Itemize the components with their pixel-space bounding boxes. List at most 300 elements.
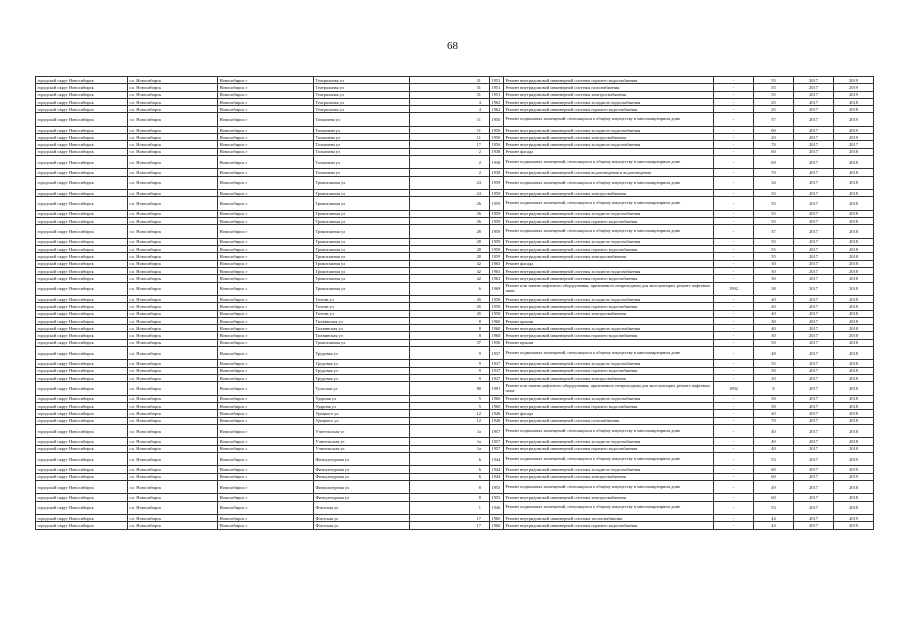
work-type-cell: Ремонт внутридомовой инженерной системы электроснабжения <box>504 310 714 317</box>
table-row <box>36 303 874 310</box>
municipality-cell: городской округ Новосибирск <box>36 395 128 402</box>
street-cell: Титова ул <box>314 310 410 317</box>
street-cell: Толмачева ул <box>314 141 410 148</box>
lift-year-cell: - <box>714 410 754 417</box>
wear-cell: 60 <box>754 126 794 133</box>
locality-cell: Новосибирск г <box>218 375 314 382</box>
wear-cell: 55 <box>754 84 794 91</box>
start-year-cell: 2017 <box>794 282 834 295</box>
end-year-cell: 2018 <box>834 169 874 176</box>
wear-cell: 55 <box>754 253 794 260</box>
table-row <box>36 522 874 529</box>
start-year-cell: 2017 <box>794 106 834 113</box>
work-type-cell: Ремонт подвальных помещений, относящихся к общему имуществу в многоквартирном доме <box>504 480 714 493</box>
work-type-cell: Ремонт или замена лифтового оборудования, признанного непригодным для эксплуатации, ремонт лифтовых шахт <box>504 382 714 395</box>
house-number-cell: 11 <box>410 113 490 126</box>
start-year-cell: 2017 <box>794 375 834 382</box>
table-row <box>36 98 874 105</box>
street-cell: Флотская ул <box>314 501 410 514</box>
year-built-cell: 1962 <box>490 106 504 113</box>
lift-year-cell: - <box>714 77 754 84</box>
end-year-cell: 2019 <box>834 91 874 98</box>
start-year-cell: 2017 <box>794 501 834 514</box>
year-built-cell: 1957 <box>490 445 504 452</box>
work-type-cell: Ремонт подвальных помещений, относящихся к общему имуществу в многоквартирном доме <box>504 452 714 465</box>
municipality-cell: городской округ Новосибирск <box>36 246 128 253</box>
wear-cell: 20 <box>754 134 794 141</box>
house-number-cell: 6 <box>410 466 490 473</box>
work-type-cell: Ремонт внутридомовой инженерной системы горячего водоснабжения <box>504 77 714 84</box>
settlement-cell: г.о. Новосибирск <box>128 360 218 367</box>
house-number-cell: 5 <box>410 395 490 402</box>
table-row <box>36 501 874 514</box>
house-number-cell: 26 <box>410 218 490 225</box>
start-year-cell: 2017 <box>794 445 834 452</box>
locality-cell: Новосибирск г <box>218 106 314 113</box>
municipality-cell: городской округ Новосибирск <box>36 197 128 210</box>
year-built-cell: 1959 <box>490 176 504 189</box>
end-year-cell: 2018 <box>834 176 874 189</box>
work-type-cell: Ремонт подвальных помещений, относящихся к общему имуществу в многоквартирном доме <box>504 424 714 437</box>
table-row <box>36 317 874 324</box>
start-year-cell: 2017 <box>794 325 834 332</box>
end-year-cell: 2018 <box>834 325 874 332</box>
lift-year-cell: - <box>714 501 754 514</box>
locality-cell: Новосибирск г <box>218 148 314 155</box>
locality-cell: Новосибирск г <box>218 325 314 332</box>
house-number-cell: 6 <box>410 282 490 295</box>
street-cell: Трикотажная ул <box>314 339 410 346</box>
locality-cell: Новосибирск г <box>218 246 314 253</box>
work-type-cell: Ремонт внутридомовой инженерной системы холодного водоснабжения <box>504 141 714 148</box>
street-cell: Трикотажная ул <box>314 176 410 189</box>
municipality-cell: городской округ Новосибирск <box>36 522 128 529</box>
start-year-cell: 2017 <box>794 332 834 339</box>
end-year-cell: 2018 <box>834 156 874 169</box>
wear-cell: 70 <box>754 169 794 176</box>
municipality-cell: городской округ Новосибирск <box>36 466 128 473</box>
start-year-cell: 2017 <box>794 382 834 395</box>
locality-cell: Новосибирск г <box>218 339 314 346</box>
work-type-cell: Ремонт внутридомовой инженерной системы горячего водоснабжения <box>504 403 714 410</box>
table-row <box>36 325 874 332</box>
locality-cell: Новосибирск г <box>218 347 314 360</box>
street-cell: Трикотажная ул <box>314 210 410 217</box>
end-year-cell: 2018 <box>834 417 874 424</box>
table-row <box>36 275 874 282</box>
work-type-cell: Ремонт внутридомовой инженерной системы горячего водоснабжения <box>504 246 714 253</box>
house-number-cell: 9 <box>410 360 490 367</box>
table-row <box>36 246 874 253</box>
lift-year-cell: - <box>714 466 754 473</box>
street-cell: Театральная ул <box>314 84 410 91</box>
house-number-cell: 45 <box>410 295 490 302</box>
settlement-cell: г.о. Новосибирск <box>128 339 218 346</box>
table-row <box>36 190 874 197</box>
work-type-cell: Ремонт внутридомовой инженерной системы холодного водоснабжения <box>504 295 714 302</box>
lift-year-cell: - <box>714 126 754 133</box>
wear-cell: 37 <box>754 225 794 238</box>
year-built-cell: 1944 <box>490 466 504 473</box>
settlement-cell: г.о. Новосибирск <box>128 438 218 445</box>
table-row <box>36 134 874 141</box>
settlement-cell: г.о. Новосибирск <box>128 332 218 339</box>
settlement-cell: г.о. Новосибирск <box>128 210 218 217</box>
locality-cell: Новосибирск г <box>218 113 314 126</box>
start-year-cell: 2017 <box>794 438 834 445</box>
work-type-cell: Ремонт подвальных помещений, относящихся к общему имуществу в многоквартирном доме <box>504 225 714 238</box>
work-type-cell: Ремонт внутридомовой инженерной системы холодного водоснабжения <box>504 210 714 217</box>
year-built-cell: 1959 <box>490 210 504 217</box>
year-built-cell: 1955 <box>490 480 504 493</box>
wear-cell: 53 <box>754 452 794 465</box>
settlement-cell: г.о. Новосибирск <box>128 395 218 402</box>
municipality-cell: городской округ Новосибирск <box>36 77 128 84</box>
street-cell: Трикотажная ул <box>314 253 410 260</box>
wear-cell: 49 <box>754 480 794 493</box>
table-row <box>36 126 874 133</box>
table-row <box>36 197 874 210</box>
wear-cell: 50 <box>754 367 794 374</box>
locality-cell: Новосибирск г <box>218 275 314 282</box>
lift-year-cell: - <box>714 246 754 253</box>
locality-cell: Новосибирск г <box>218 480 314 493</box>
wear-cell: 40 <box>754 325 794 332</box>
wear-cell: 30 <box>754 317 794 324</box>
locality-cell: Новосибирск г <box>218 169 314 176</box>
year-built-cell: 1962 <box>490 98 504 105</box>
page-number: 68 <box>447 40 458 52</box>
work-type-cell: Ремонт внутридомовой инженерной системы горячего водоснабжения <box>504 332 714 339</box>
wear-cell: 30 <box>754 275 794 282</box>
municipality-cell: городской округ Новосибирск <box>36 126 128 133</box>
start-year-cell: 2017 <box>794 176 834 189</box>
table-row <box>36 210 874 217</box>
year-built-cell: 1960 <box>490 325 504 332</box>
work-type-cell: Ремонт внутридомовой инженерной системы электроснабжения <box>504 134 714 141</box>
municipality-cell: городской округ Новосибирск <box>36 501 128 514</box>
settlement-cell: г.о. Новосибирск <box>128 225 218 238</box>
municipality-cell: городской округ Новосибирск <box>36 445 128 452</box>
end-year-cell: 2019 <box>834 84 874 91</box>
locality-cell: Новосибирск г <box>218 141 314 148</box>
street-cell: Трикотажная ул <box>314 282 410 295</box>
lift-year-cell: - <box>714 417 754 424</box>
end-year-cell: 2018 <box>834 197 874 210</box>
lift-year-cell: - <box>714 303 754 310</box>
street-cell: Театральная ул <box>314 106 410 113</box>
end-year-cell: 2018 <box>834 445 874 452</box>
year-built-cell: 1959 <box>490 253 504 260</box>
year-built-cell: 1959 <box>490 238 504 245</box>
work-type-cell: Ремонт внутридомовой инженерной системы холодного водоснабжения <box>504 268 714 275</box>
settlement-cell: г.о. Новосибирск <box>128 410 218 417</box>
settlement-cell: г.о. Новосибирск <box>128 275 218 282</box>
lift-year-cell: - <box>714 210 754 217</box>
work-type-cell: Ремонт подвальных помещений, относящихся к общему имуществу в многоквартирном доме <box>504 156 714 169</box>
wear-cell: 50 <box>754 339 794 346</box>
table-row <box>36 141 874 148</box>
street-cell: Физкультурная ул <box>314 452 410 465</box>
house-number-cell: 28 <box>410 225 490 238</box>
table-row <box>36 480 874 493</box>
repair-schedule-sheet <box>35 76 873 530</box>
end-year-cell: 2019 <box>834 473 874 480</box>
year-built-cell: 1963 <box>490 268 504 275</box>
lift-year-cell: - <box>714 438 754 445</box>
municipality-cell: городской округ Новосибирск <box>36 295 128 302</box>
municipality-cell: городской округ Новосибирск <box>36 480 128 493</box>
locality-cell: Новосибирск г <box>218 360 314 367</box>
house-number-cell: 1 <box>410 501 490 514</box>
year-built-cell: 1950 <box>490 126 504 133</box>
street-cell: Трикотажная ул <box>314 218 410 225</box>
year-built-cell: 1966 <box>490 514 504 521</box>
lift-year-cell: - <box>714 176 754 189</box>
locality-cell: Новосибирск г <box>218 494 314 501</box>
house-number-cell: 42 <box>410 275 490 282</box>
table-row <box>36 260 874 267</box>
lift-year-cell: - <box>714 98 754 105</box>
settlement-cell: г.о. Новосибирск <box>128 310 218 317</box>
year-built-cell: 1966 <box>490 522 504 529</box>
year-built-cell: 1960 <box>490 317 504 324</box>
locality-cell: Новосибирск г <box>218 317 314 324</box>
house-number-cell: 26 <box>410 210 490 217</box>
work-type-cell: Ремонт крыши <box>504 317 714 324</box>
work-type-cell: Ремонт фасада <box>504 410 714 417</box>
house-number-cell: 11 <box>410 134 490 141</box>
locality-cell: Новосибирск г <box>218 134 314 141</box>
street-cell: Толмачева ул <box>314 169 410 176</box>
lift-year-cell: - <box>714 339 754 346</box>
house-number-cell: 17 <box>410 141 490 148</box>
table-row <box>36 375 874 382</box>
table-row <box>36 494 874 501</box>
wear-cell: 34 <box>754 176 794 189</box>
start-year-cell: 2017 <box>794 466 834 473</box>
street-cell: Флотская ул <box>314 514 410 521</box>
end-year-cell: 2018 <box>834 268 874 275</box>
municipality-cell: городской округ Новосибирск <box>36 268 128 275</box>
settlement-cell: г.о. Новосибирск <box>128 126 218 133</box>
start-year-cell: 2017 <box>794 480 834 493</box>
end-year-cell: 2018 <box>834 339 874 346</box>
start-year-cell: 2017 <box>794 156 834 169</box>
table-row <box>36 91 874 98</box>
start-year-cell: 2017 <box>794 347 834 360</box>
year-built-cell: 1959 <box>490 246 504 253</box>
municipality-cell: городской округ Новосибирск <box>36 410 128 417</box>
work-type-cell: Ремонт подвальных помещений, относящихся к общему имуществу в многоквартирном доме <box>504 347 714 360</box>
year-built-cell: 1938 <box>490 148 504 155</box>
wear-cell: 70 <box>754 141 794 148</box>
street-cell: Трикотажная ул <box>314 238 410 245</box>
settlement-cell: г.о. Новосибирск <box>128 466 218 473</box>
locality-cell: Новосибирск г <box>218 417 314 424</box>
table-row <box>36 106 874 113</box>
locality-cell: Новосибирск г <box>218 501 314 514</box>
settlement-cell: г.о. Новосибирск <box>128 141 218 148</box>
municipality-cell: городской округ Новосибирск <box>36 303 128 310</box>
house-number-cell: 45 <box>410 310 490 317</box>
year-built-cell: 1991 <box>490 382 504 395</box>
table-row <box>36 403 874 410</box>
wear-cell: 48 <box>754 347 794 360</box>
house-number-cell: 9 <box>410 367 490 374</box>
end-year-cell: 2018 <box>834 310 874 317</box>
lift-year-cell: - <box>714 141 754 148</box>
lift-year-cell: - <box>714 445 754 452</box>
settlement-cell: г.о. Новосибирск <box>128 303 218 310</box>
municipality-cell: городской округ Новосибирск <box>36 190 128 197</box>
year-built-cell: 1957 <box>490 424 504 437</box>
lift-year-cell: - <box>714 367 754 374</box>
wear-cell: 55 <box>754 218 794 225</box>
street-cell: Трикотажная ул <box>314 260 410 267</box>
table-row <box>36 238 874 245</box>
year-built-cell: 1937 <box>490 375 504 382</box>
table-row <box>36 339 874 346</box>
house-number-cell: 31 <box>410 91 490 98</box>
work-type-cell: Ремонт внутридомовой инженерной системы электроснабжения <box>504 91 714 98</box>
lift-year-cell: - <box>714 218 754 225</box>
lift-year-cell: - <box>714 260 754 267</box>
lift-year-cell: - <box>714 190 754 197</box>
municipality-cell: городской округ Новосибирск <box>36 473 128 480</box>
street-cell: Трикотажная ул <box>314 268 410 275</box>
start-year-cell: 2017 <box>794 91 834 98</box>
street-cell: Трудовая ул <box>314 367 410 374</box>
settlement-cell: г.о. Новосибирск <box>128 98 218 105</box>
lift-year-cell: - <box>714 494 754 501</box>
table-row <box>36 452 874 465</box>
locality-cell: Новосибирск г <box>218 77 314 84</box>
work-type-cell: Ремонт внутридомовой инженерной системы горячего водоснабжения <box>504 367 714 374</box>
wear-cell: 55 <box>754 77 794 84</box>
house-number-cell: 9 <box>410 375 490 382</box>
table-row <box>36 438 874 445</box>
municipality-cell: городской округ Новосибирск <box>36 176 128 189</box>
settlement-cell: г.о. Новосибирск <box>128 494 218 501</box>
wear-cell: 55 <box>754 246 794 253</box>
start-year-cell: 2017 <box>794 253 834 260</box>
municipality-cell: городской округ Новосибирск <box>36 424 128 437</box>
start-year-cell: 2017 <box>794 218 834 225</box>
start-year-cell: 2017 <box>794 126 834 133</box>
settlement-cell: г.о. Новосибирск <box>128 113 218 126</box>
lift-year-cell: - <box>714 275 754 282</box>
start-year-cell: 2017 <box>794 417 834 424</box>
table-row <box>36 253 874 260</box>
table-row <box>36 84 874 91</box>
work-type-cell: Ремонт подвальных помещений, относящихся к общему имуществу в многоквартирном доме <box>504 501 714 514</box>
street-cell: Физкультурная ул <box>314 466 410 473</box>
end-year-cell: 2018 <box>834 275 874 282</box>
lift-year-cell: - <box>714 148 754 155</box>
locality-cell: Новосибирск г <box>218 238 314 245</box>
start-year-cell: 2017 <box>794 403 834 410</box>
end-year-cell: 2018 <box>834 494 874 501</box>
table-row <box>36 176 874 189</box>
table-row <box>36 77 874 84</box>
year-built-cell: 1950 <box>490 134 504 141</box>
settlement-cell: г.о. Новосибирск <box>128 176 218 189</box>
wear-cell: 40 <box>754 438 794 445</box>
street-cell: Физкультурная ул <box>314 473 410 480</box>
wear-cell: 50 <box>754 395 794 402</box>
settlement-cell: г.о. Новосибирск <box>128 317 218 324</box>
table-row <box>36 169 874 176</box>
end-year-cell: 2018 <box>834 332 874 339</box>
house-number-cell: 26 <box>410 197 490 210</box>
lift-year-cell: - <box>714 238 754 245</box>
house-number-cell: 24 <box>410 190 490 197</box>
locality-cell: Новосибирск г <box>218 310 314 317</box>
start-year-cell: 2017 <box>794 275 834 282</box>
municipality-cell: городской округ Новосибирск <box>36 253 128 260</box>
year-built-cell: 1944 <box>490 452 504 465</box>
wear-cell: 44 <box>754 522 794 529</box>
end-year-cell: 2018 <box>834 438 874 445</box>
work-type-cell: Ремонт внутридомовой инженерной системы холодного водоснабжения <box>504 325 714 332</box>
house-number-cell: 17 <box>410 522 490 529</box>
house-number-cell: 8 <box>410 325 490 332</box>
start-year-cell: 2017 <box>794 268 834 275</box>
locality-cell: Новосибирск г <box>218 395 314 402</box>
work-type-cell: Ремонт внутридомовой инженерной системы горячего водоснабжения <box>504 522 714 529</box>
lift-year-cell: - <box>714 106 754 113</box>
house-number-cell: 8 <box>410 480 490 493</box>
street-cell: Учительская ул <box>314 445 410 452</box>
end-year-cell: 2018 <box>834 424 874 437</box>
settlement-cell: г.о. Новосибирск <box>128 347 218 360</box>
settlement-cell: г.о. Новосибирск <box>128 375 218 382</box>
street-cell: Толмачева ул <box>314 148 410 155</box>
street-cell: Трикотажная ул <box>314 197 410 210</box>
table-row <box>36 347 874 360</box>
wear-cell: 25 <box>754 98 794 105</box>
house-number-cell: 6 <box>410 473 490 480</box>
work-type-cell: Ремонт внутридомовой инженерной системы газоснабжения <box>504 84 714 91</box>
house-number-cell: 2 <box>410 148 490 155</box>
settlement-cell: г.о. Новосибирск <box>128 514 218 521</box>
wear-cell: 57 <box>754 113 794 126</box>
municipality-cell: городской округ Новосибирск <box>36 106 128 113</box>
start-year-cell: 2017 <box>794 514 834 521</box>
settlement-cell: г.о. Новосибирск <box>128 106 218 113</box>
work-type-cell: Ремонт внутридомовой инженерной системы электроснабжения <box>504 473 714 480</box>
settlement-cell: г.о. Новосибирск <box>128 84 218 91</box>
table-body <box>36 77 874 530</box>
wear-cell: 40 <box>754 424 794 437</box>
lift-year-cell: 1992 <box>714 382 754 395</box>
work-type-cell: Ремонт подвальных помещений, относящихся к общему имуществу в многоквартирном доме <box>504 197 714 210</box>
start-year-cell: 2017 <box>794 210 834 217</box>
wear-cell: 60 <box>754 494 794 501</box>
end-year-cell: 2018 <box>834 382 874 395</box>
house-number-cell: 24 <box>410 176 490 189</box>
municipality-cell: городской округ Новосибирск <box>36 317 128 324</box>
settlement-cell: г.о. Новосибирск <box>128 246 218 253</box>
wear-cell: 53 <box>754 501 794 514</box>
locality-cell: Новосибирск г <box>218 98 314 105</box>
wear-cell: 40 <box>754 445 794 452</box>
end-year-cell: 2018 <box>834 360 874 367</box>
municipality-cell: городской округ Новосибирск <box>36 282 128 295</box>
end-year-cell: 2019 <box>834 522 874 529</box>
settlement-cell: г.о. Новосибирск <box>128 382 218 395</box>
